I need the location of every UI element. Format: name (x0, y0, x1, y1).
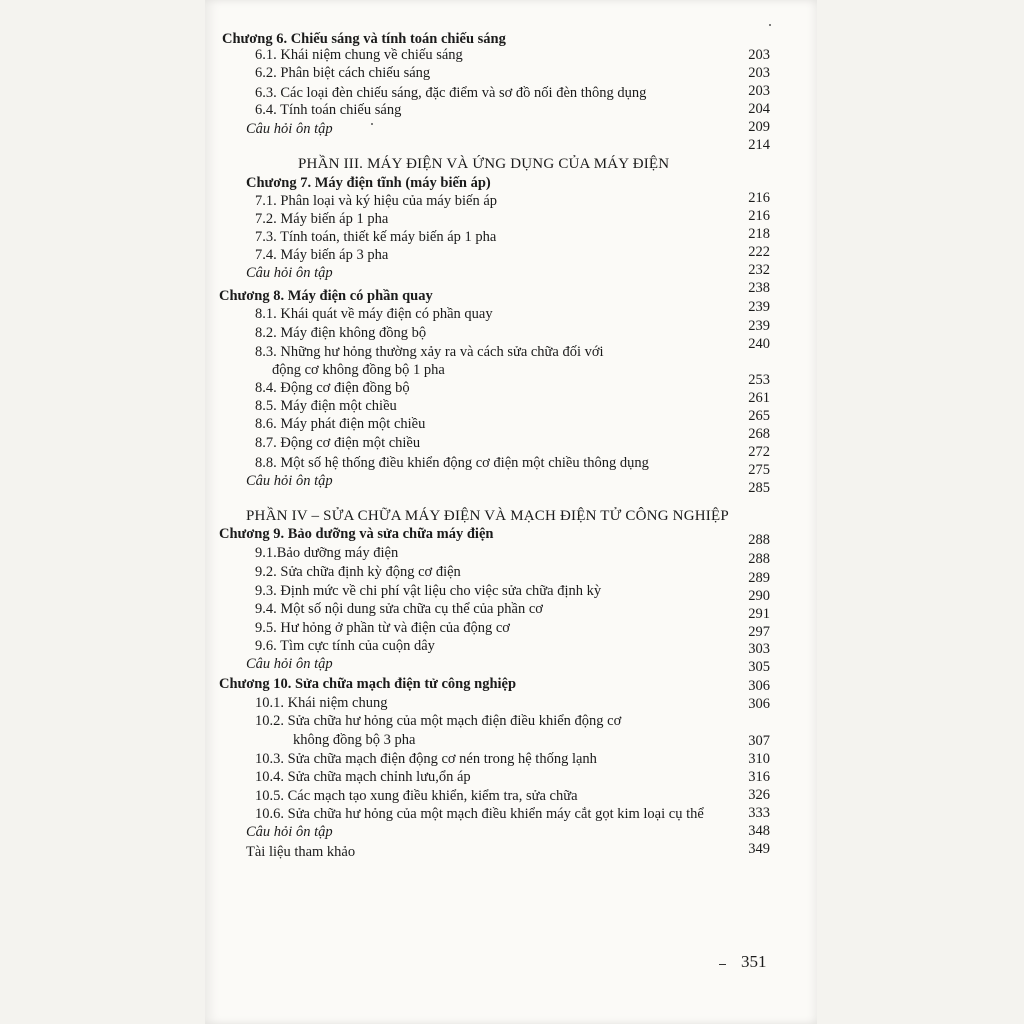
toc-entry-8-4: 8.4. Động cơ điện đồng bộ (255, 380, 410, 396)
chapter-8-title: Chương 8. Máy điện có phần quay (219, 288, 433, 304)
page-ref-10-2: 307 (748, 733, 770, 749)
toc-entry-8-7: 8.7. Động cơ điện một chiều (255, 435, 421, 451)
page-ref-9-4: 291 (748, 606, 770, 622)
page-ref-part-3: 214 (748, 137, 770, 153)
page-ref-8-1: 239 (748, 299, 770, 315)
toc-entry-10-2: 10.2. Sửa chữa hư hỏng của một mạch điện điều khiển động cơ (255, 713, 622, 729)
toc-entry-8-3: 8.3. Những hư hỏng thường xảy ra và cách sửa chữa đối với (255, 344, 604, 360)
page-ref-7-1: 216 (748, 190, 770, 206)
page-ref-8-8: 272 (748, 444, 770, 460)
page-ref-9-6: 303 (748, 641, 770, 657)
page-ref-q7: 232 (748, 262, 770, 278)
page-ref-6-1: 203 (748, 47, 770, 63)
page-ref-8-7: 268 (748, 426, 770, 442)
toc-entry-8-5: 8.5. Máy điện một chiều (255, 398, 397, 414)
toc-entry-10-3: 10.3. Sửa chữa mạch điện động cơ nén trong hệ thống lạnh (255, 751, 597, 767)
toc-entry-8-6: 8.6. Máy phát điện một chiều (255, 416, 426, 432)
toc-entry-9-5: 9.5. Hư hỏng ở phần từ và điện của động cơ (255, 620, 510, 636)
speck (371, 123, 373, 125)
speck (769, 24, 771, 26)
review-questions-6: Câu hỏi ôn tập (246, 121, 333, 137)
toc-entry-8-3-cont: động cơ không đồng bộ 1 pha (272, 362, 445, 378)
toc-entry-8-2: 8.2. Máy điện không đồng bộ (255, 325, 427, 341)
page-ref-8-2: 239 (748, 318, 770, 334)
page-ref-8-5: 261 (748, 390, 770, 406)
toc-entry-10-4: 10.4. Sửa chữa mạch chỉnh lưu,ổn áp (255, 769, 471, 785)
toc-entry-6-4: 6.4. Tính toán chiếu sáng (255, 102, 402, 118)
review-questions-7: Câu hỏi ôn tập (246, 265, 333, 281)
toc-entry-8-1: 8.1. Khái quát về máy điện có phần quay (255, 306, 493, 322)
chapter-6-title: Chương 6. Chiếu sáng và tính toán chiếu sáng (222, 31, 506, 47)
toc-entry-9-3: 9.3. Định mức về chi phí vật liệu cho việc sửa chữa định kỳ (255, 583, 602, 599)
review-questions-8: Câu hỏi ôn tập (246, 473, 333, 489)
page-ref-q8: 275 (748, 462, 770, 478)
page-ref-ch8: 238 (748, 280, 770, 296)
page-ref-references: 349 (748, 841, 770, 857)
page-ref-part-4: 285 (748, 480, 770, 496)
review-questions-10: Câu hỏi ôn tập (246, 824, 333, 840)
page-ref-7-2: 216 (748, 208, 770, 224)
page-ref-8-3: 240 (748, 336, 770, 352)
toc-entry-7-2: 7.2. Máy biến áp 1 pha (255, 211, 389, 227)
toc-entry-7-4: 7.4. Máy biến áp 3 pha (255, 247, 389, 263)
toc-entry-6-3: 6.3. Các loại đèn chiếu sáng, đặc điểm và sơ đồ nối đèn thông dụng (255, 85, 647, 101)
page-ref-10-6: 333 (748, 805, 770, 821)
toc-entry-8-8: 8.8. Một số hệ thống điều khiển động cơ điện một chiều thông dụng (255, 455, 649, 471)
page-ref-q6: 209 (748, 119, 770, 135)
page-ref-8-4: 253 (748, 372, 770, 388)
page-mark (719, 964, 726, 965)
toc-entry-10-5: 10.5. Các mạch tạo xung điều khiển, kiểm tra, sửa chữa (255, 788, 578, 804)
toc-entry-10-2-cont: không đồng bộ 3 pha (293, 732, 416, 748)
page-ref-ch10: 306 (748, 678, 770, 694)
page-ref-ch9: 288 (748, 532, 770, 548)
page-ref-10-1: 306 (748, 696, 770, 712)
chapter-7-title: Chương 7. Máy điện tĩnh (máy biến áp) (246, 175, 491, 191)
references-entry: Tài liệu tham khảo (246, 844, 356, 860)
chapter-10-title: Chương 10. Sửa chữa mạch điện tử công nghiệp (219, 676, 517, 692)
toc-entry-10-1: 10.1. Khái niệm chung (255, 695, 388, 711)
page-ref-9-2: 289 (748, 570, 770, 586)
page-ref-9-5: 297 (748, 624, 770, 640)
page-ref-6-4: 204 (748, 101, 770, 117)
page-ref-6-2: 203 (748, 65, 770, 81)
chapter-9-title: Chương 9. Bảo dưỡng và sửa chữa máy điện (219, 526, 494, 542)
toc-entry-6-2: 6.2. Phân biệt cách chiếu sáng (255, 65, 431, 81)
page-ref-10-3: 310 (748, 751, 770, 767)
page-ref-9-3: 290 (748, 588, 770, 604)
page-ref-8-6: 265 (748, 408, 770, 424)
page-ref-9-1: 288 (748, 551, 770, 567)
part-3-heading: PHẦN III. MÁY ĐIỆN VÀ ỨNG DỤNG CỦA MÁY ĐIỆN (298, 156, 670, 172)
page-ref-q9: 305 (748, 659, 770, 675)
toc-entry-9-6: 9.6. Tìm cực tính của cuộn dây (255, 638, 435, 654)
page-ref-10-5: 326 (748, 787, 770, 803)
page-ref-10-4: 316 (748, 769, 770, 785)
toc-entry-9-2: 9.2. Sửa chữa định kỳ động cơ điện (255, 564, 461, 580)
part-4-heading: PHẦN IV – SỬA CHỮA MÁY ĐIỆN VÀ MẠCH ĐIỆN TỬ CÔNG NGHIỆP (246, 508, 729, 524)
page-ref-q10: 348 (748, 823, 770, 839)
review-questions-9: Câu hỏi ôn tập (246, 656, 333, 672)
toc-entry-10-6: 10.6. Sửa chữa hư hỏng của một mạch điều khiển máy cắt gọt kim loại cụ thể (255, 806, 704, 822)
page-ref-6-3: 203 (748, 83, 770, 99)
toc-entry-7-1: 7.1. Phân loại và ký hiệu của máy biến áp (255, 193, 498, 209)
page-ref-7-4: 222 (748, 244, 770, 260)
page-number: 351 (741, 952, 767, 971)
toc-entry-9-1: 9.1.Bảo dưỡng máy điện (255, 545, 399, 561)
toc-entry-7-3: 7.3. Tính toán, thiết kế máy biến áp 1 pha (255, 229, 497, 245)
page-ref-7-3: 218 (748, 226, 770, 242)
toc-entry-6-1: 6.1. Khái niệm chung về chiếu sáng (255, 47, 463, 63)
toc-entry-9-4: 9.4. Một số nội dung sửa chữa cụ thể của phần cơ (255, 601, 543, 617)
